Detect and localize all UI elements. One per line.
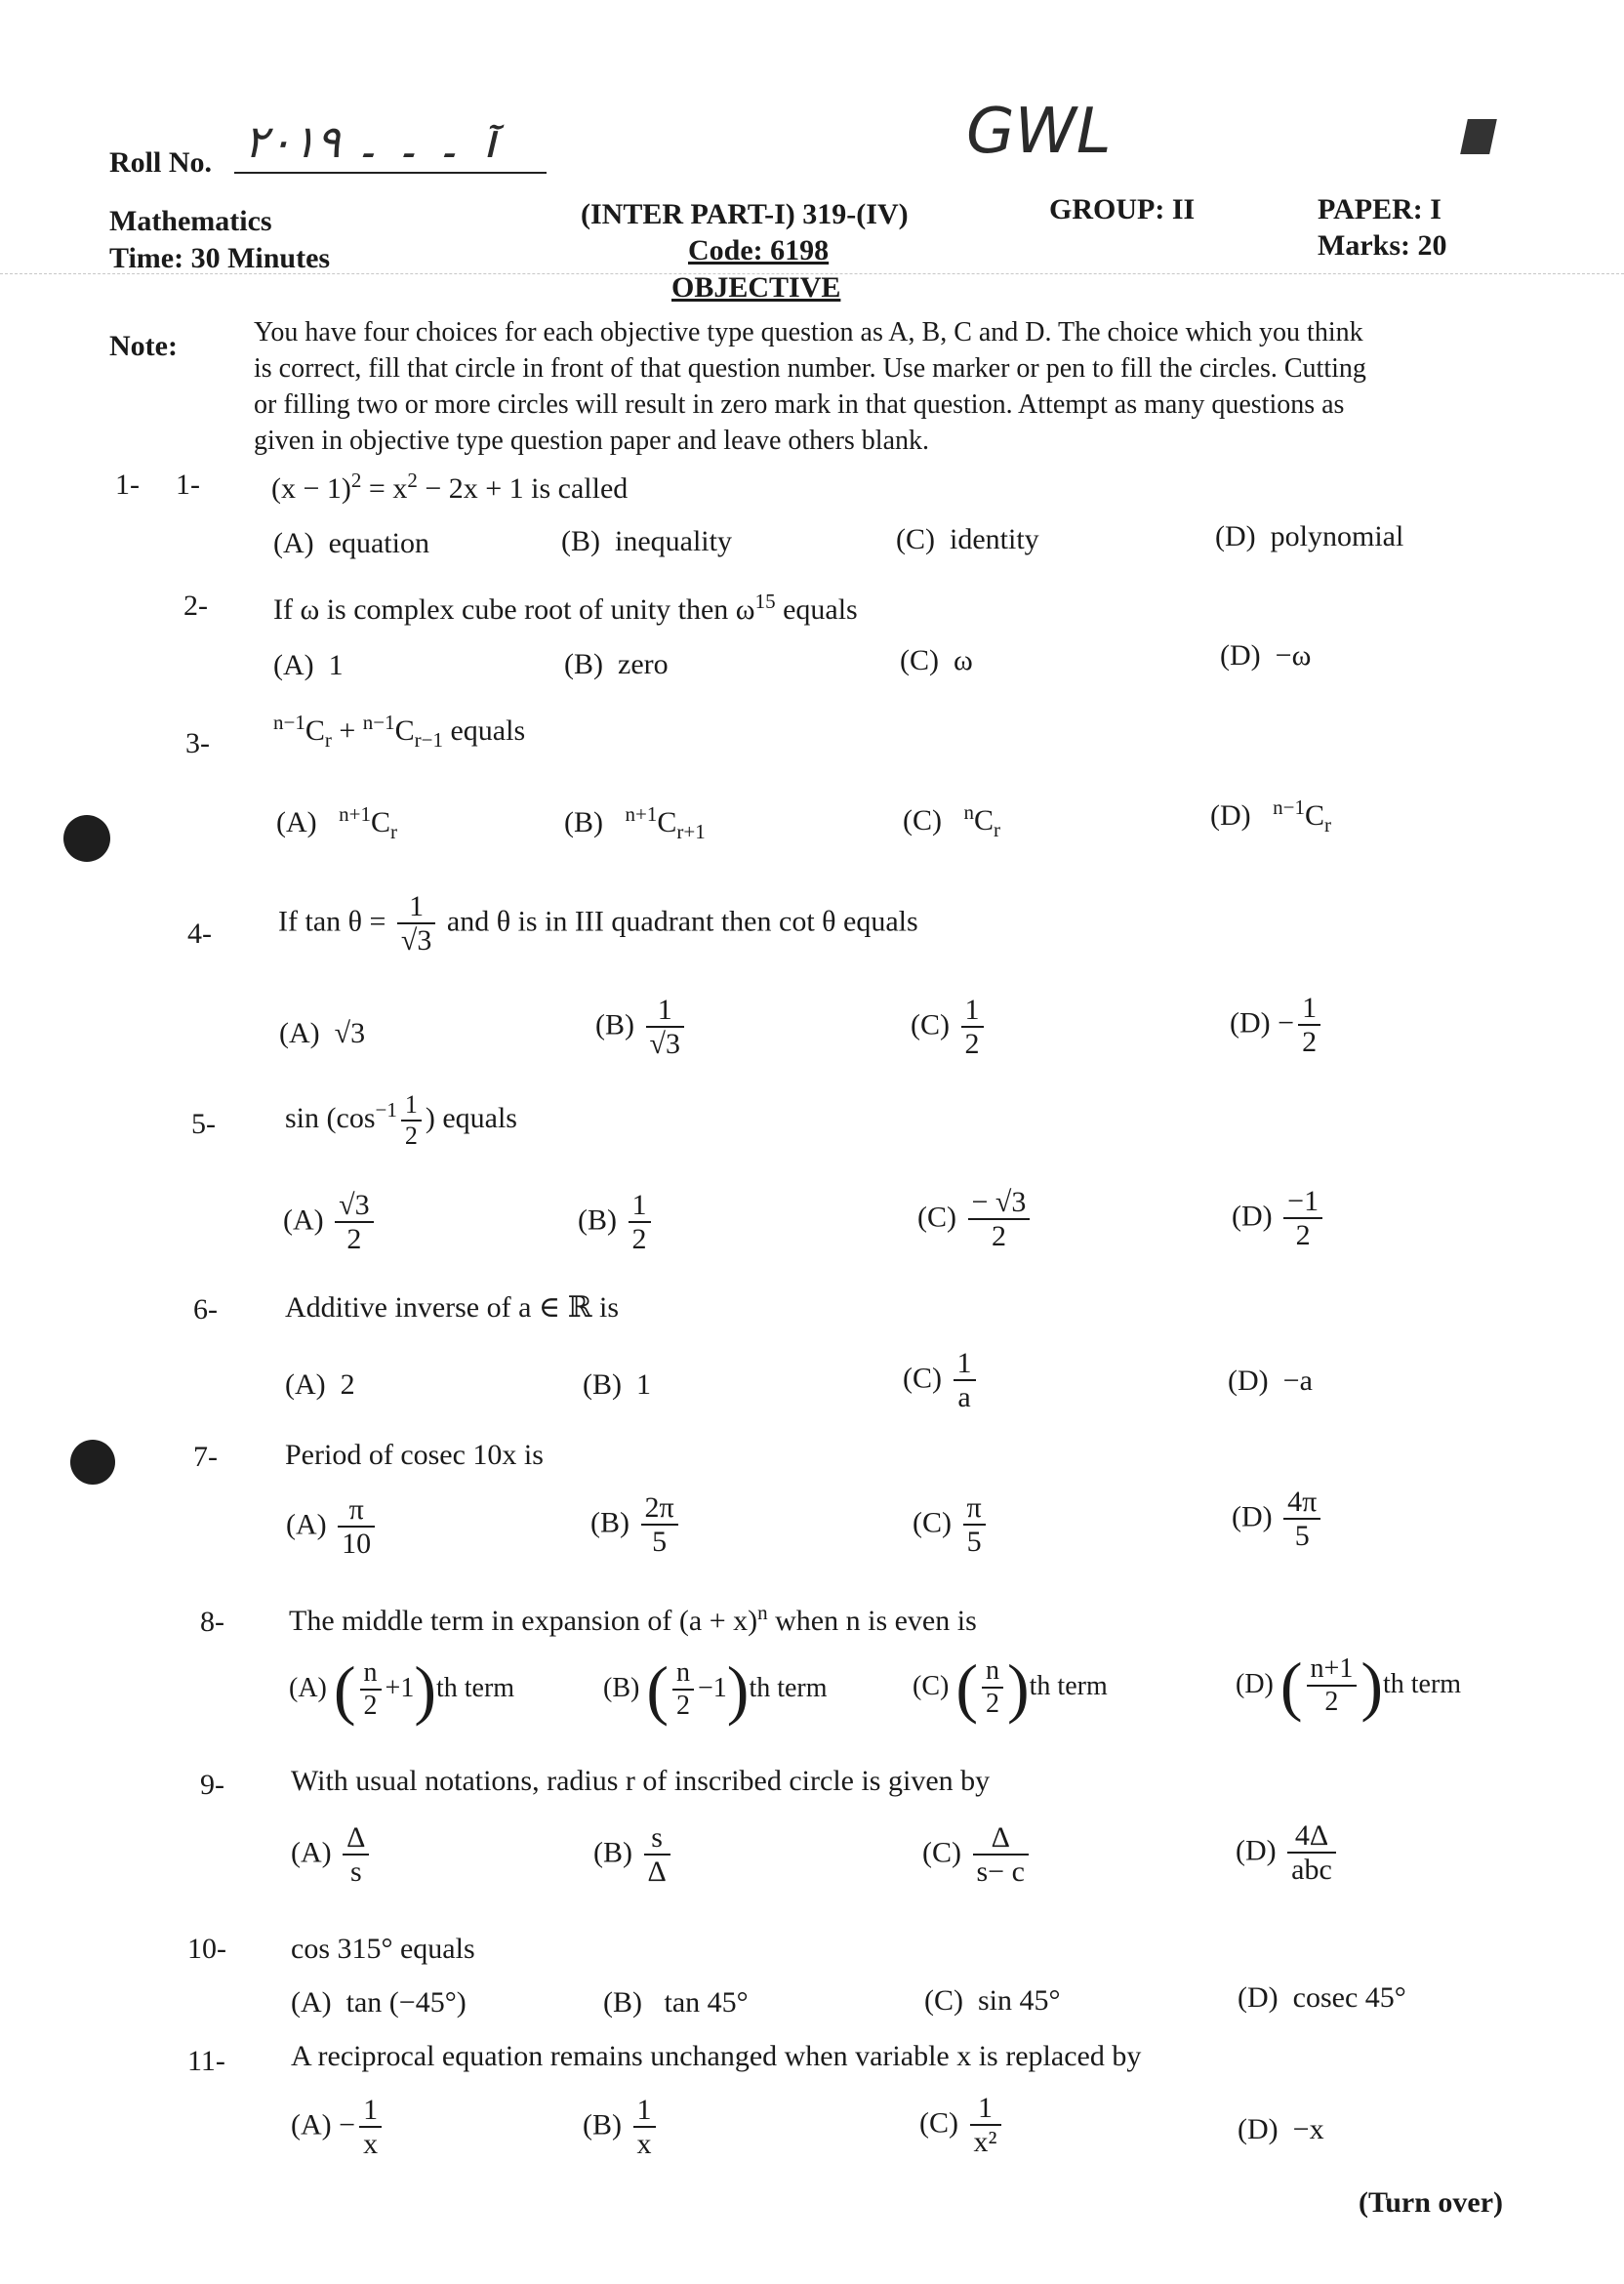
question-11-stem: A reciprocal equation remains unchanged when variable x is replaced by — [291, 2040, 1142, 2072]
option-a[interactable]: (A) 1 — [273, 649, 344, 681]
note-label: Note: — [109, 330, 178, 362]
corner-mark — [1460, 119, 1497, 154]
option-b[interactable]: (B) 1 — [583, 1368, 651, 1401]
fraction: $\frac{4\pi}{5}$ — [1283, 1486, 1320, 1554]
fraction: $\frac{1}{x}$ — [359, 2094, 382, 2162]
fraction: $\frac{n}{2}$ — [360, 1658, 382, 1722]
option-d[interactable]: (D) $\frac{4\Delta}{\text{abc}}$ — [1236, 1819, 1340, 1888]
fraction: $\frac{1}{x}$ — [633, 2094, 656, 2162]
question-1-stem: $(x - 1)^2 = x^2 - 2x + 1$ is called — [271, 469, 629, 505]
question-number: 4- — [187, 918, 212, 950]
option-d[interactable]: (D) ( $\frac{n+1}{2}$ )th term — [1236, 1649, 1462, 1723]
question-7-stem: Period of cosec 10x is — [285, 1439, 544, 1471]
question-9-stem: With usual notations, radius r of inscribed circle is given by — [291, 1765, 991, 1797]
fraction: $\frac{- √3}{2}$ — [968, 1186, 1031, 1254]
fraction: $\frac{4\Delta}{\text{abc}}$ — [1287, 1819, 1336, 1888]
option-b[interactable]: (B) tan 45° — [603, 1986, 749, 2019]
question-number: 6- — [193, 1293, 218, 1326]
paper-label: PAPER: I — [1318, 193, 1441, 225]
option-c[interactable]: (C) $\frac{1}{\text{x²}}$ — [919, 2092, 1005, 2160]
option-b[interactable]: (B) zero — [564, 648, 669, 680]
note-line: You have four choices for each objective type question as A, B, C and D. The choice which you think — [254, 317, 1363, 347]
fraction: $\frac{1}{2}$ — [961, 994, 984, 1062]
option-d[interactable]: (D) cosec 45° — [1238, 1981, 1406, 2014]
question-3-stem: $^{n-1}C_r + ^{n-1}C_{r-1}$ equals — [273, 711, 526, 752]
gwl-handwriting: GWL — [966, 96, 1112, 168]
fraction: $\frac{s}{\Delta}$ — [644, 1821, 670, 1890]
option-c[interactable]: (C) ( $\frac{n}{2}$ )th term — [913, 1651, 1108, 1725]
option-b[interactable]: (B) $\frac{1}{√3}$ — [595, 994, 688, 1062]
option-b[interactable]: (B) $\frac{1}{x}$ — [583, 2094, 660, 2162]
option-a[interactable]: (A) √3 — [279, 1017, 366, 1049]
paper-type: OBJECTIVE — [671, 271, 841, 304]
option-c[interactable]: (C) ω — [900, 644, 973, 676]
note-line: given in objective type question paper and leave others blank. — [254, 426, 930, 456]
option-d[interactable]: (D) − $\frac{1}{2}$ — [1230, 992, 1324, 1060]
fraction: $\frac{\Delta}{s}$ — [343, 1821, 369, 1890]
option-a[interactable]: (A) $^{n+1}C_r$ — [276, 802, 398, 843]
option-c[interactable]: (C) $\frac{\pi}{5}$ — [913, 1491, 990, 1560]
option-c[interactable]: (C) $\frac{- √3}{2}$ — [917, 1186, 1034, 1254]
paper-code: Code: 6198 — [688, 234, 830, 266]
fraction: $\frac{2\pi}{5}$ — [641, 1491, 678, 1560]
option-c[interactable]: (C) sin 45° — [924, 1984, 1061, 2017]
option-d[interactable]: (D) polynomial — [1215, 520, 1404, 552]
roll-number-handwriting: آ ۔ ۔ ۔ ۲۰۱۹ — [244, 115, 504, 168]
option-b[interactable]: (B) $^{n+1}C_{r+1}$ — [564, 802, 706, 843]
question-number: 10- — [187, 1933, 226, 1965]
option-b[interactable]: (B) inequality — [561, 525, 732, 557]
option-d[interactable]: (D) −a — [1228, 1365, 1313, 1397]
option-d[interactable]: (D) $^{n-1}C_r$ — [1210, 795, 1332, 836]
option-a[interactable]: (A) ( $\frac{n}{2}$ +1)th term — [289, 1652, 515, 1727]
punch-hole-mark — [63, 815, 110, 862]
option-a[interactable]: (A) tan (−45°) — [291, 1986, 467, 2019]
fraction: $\frac{n+1}{2}$ — [1307, 1654, 1358, 1718]
note-line: or filling two or more circles will result in zero mark in that question. Attempt as many questions as — [254, 389, 1345, 420]
question-number: 9- — [200, 1769, 224, 1801]
option-b[interactable]: (B) ( $\frac{n}{2}$ −1)th term — [603, 1652, 828, 1727]
option-c[interactable]: (C) $^nC_r$ — [903, 800, 1001, 841]
fraction: $\frac{n}{2}$ — [672, 1658, 694, 1722]
option-a[interactable]: (A) $\frac{\Delta}{s}$ — [291, 1821, 373, 1890]
section-number: 1- — [115, 469, 140, 501]
option-d[interactable]: (D) −x — [1238, 2113, 1324, 2145]
fraction: $\frac{\pi}{5}$ — [963, 1491, 986, 1560]
option-a[interactable]: (A) $\frac{√3}{2}$ — [283, 1189, 378, 1257]
punch-hole-mark — [70, 1440, 115, 1485]
option-c[interactable]: (C) identity — [896, 523, 1039, 555]
fraction: $\frac{1}{a}$ — [954, 1347, 976, 1415]
question-2-stem: If ω is complex cube root of unity then $\omega^{15}$ equals — [273, 590, 858, 626]
group-label: GROUP: II — [1049, 193, 1196, 225]
fraction: $\frac{\Delta}{s- c}$ — [973, 1821, 1029, 1890]
fraction: $\frac{1}{√3}$ — [646, 994, 684, 1062]
option-d[interactable]: (D) $\frac{4\pi}{5}$ — [1232, 1486, 1324, 1554]
subject-label: Mathematics — [109, 205, 272, 237]
scan-artifact-line — [0, 273, 1624, 274]
exam-title: (INTER PART-I) 319-(IV) — [581, 198, 909, 230]
question-6-stem: Additive inverse of a ∈ ℝ is — [285, 1291, 620, 1324]
note-text — [254, 314, 1366, 459]
question-number: 1- — [176, 469, 200, 501]
option-a[interactable]: (A) $\frac{\pi}{10}$ — [286, 1493, 379, 1562]
question-10-stem: cos 315° equals — [291, 1933, 475, 1965]
fraction: $\frac{1}{2}$ — [629, 1189, 651, 1257]
fraction: $\frac{\pi}{10}$ — [338, 1493, 375, 1562]
fraction: $\frac{1}{\text{x²}}$ — [970, 2092, 1001, 2160]
fraction: $\frac{1}{2}$ — [401, 1091, 422, 1150]
question-4-stem: If tan θ = $\frac{1}{√3}$ and θ is in III quadrant then cot θ equals — [278, 890, 918, 957]
fraction: $\frac{√3}{2}$ — [335, 1189, 373, 1257]
option-c[interactable]: (C) $\frac{1}{a}$ — [903, 1347, 980, 1415]
option-b[interactable]: (B) $\frac{2\pi}{5}$ — [590, 1491, 682, 1560]
fraction: $\frac{-1}{2}$ — [1283, 1185, 1322, 1253]
question-5-stem: $\sin (\cos^{-1}$ $\frac{1}{2}$ ) equals — [285, 1090, 517, 1150]
question-number: 2- — [183, 590, 208, 622]
question-8-stem: The middle term in expansion of $(a + x)^n$ when n is even is — [289, 1601, 977, 1637]
fraction: $\frac{n}{2}$ — [982, 1656, 1003, 1720]
turn-over-label: (Turn over) — [1359, 2186, 1504, 2219]
question-number: 11- — [187, 2045, 225, 2077]
option-c[interactable]: (C) $\frac{\Delta}{s- c}$ — [922, 1821, 1033, 1890]
option-a[interactable]: (A) − $\frac{1}{x}$ — [291, 2094, 386, 2162]
roll-number-underline — [234, 172, 547, 174]
option-d[interactable]: (D) −ω — [1220, 639, 1312, 672]
time-label: Time: 30 Minutes — [109, 242, 331, 274]
option-a[interactable]: (A) equation — [273, 527, 429, 559]
marks-label: Marks: 20 — [1318, 229, 1447, 262]
option-b[interactable]: (B) $\frac{1}{2}$ — [578, 1189, 655, 1257]
question-number: 8- — [200, 1606, 224, 1638]
question-number: 7- — [193, 1441, 218, 1473]
fraction: $\frac{1}{2}$ — [1298, 992, 1320, 1060]
question-number: 3- — [185, 727, 210, 759]
option-a[interactable]: (A) 2 — [285, 1368, 355, 1401]
question-number: 5- — [191, 1108, 216, 1140]
option-c[interactable]: (C) $\frac{1}{2}$ — [911, 994, 988, 1062]
note-line: is correct, fill that circle in front of that question number. Use marker or pen to fill the circles. Cutting — [254, 353, 1366, 384]
fraction: $\frac{1}{√3}$ — [397, 890, 435, 958]
option-d[interactable]: (D) $\frac{-1}{2}$ — [1232, 1185, 1326, 1253]
option-b[interactable]: (B) $\frac{s}{\Delta}$ — [593, 1821, 674, 1890]
roll-number-label: Roll No. — [109, 146, 212, 179]
